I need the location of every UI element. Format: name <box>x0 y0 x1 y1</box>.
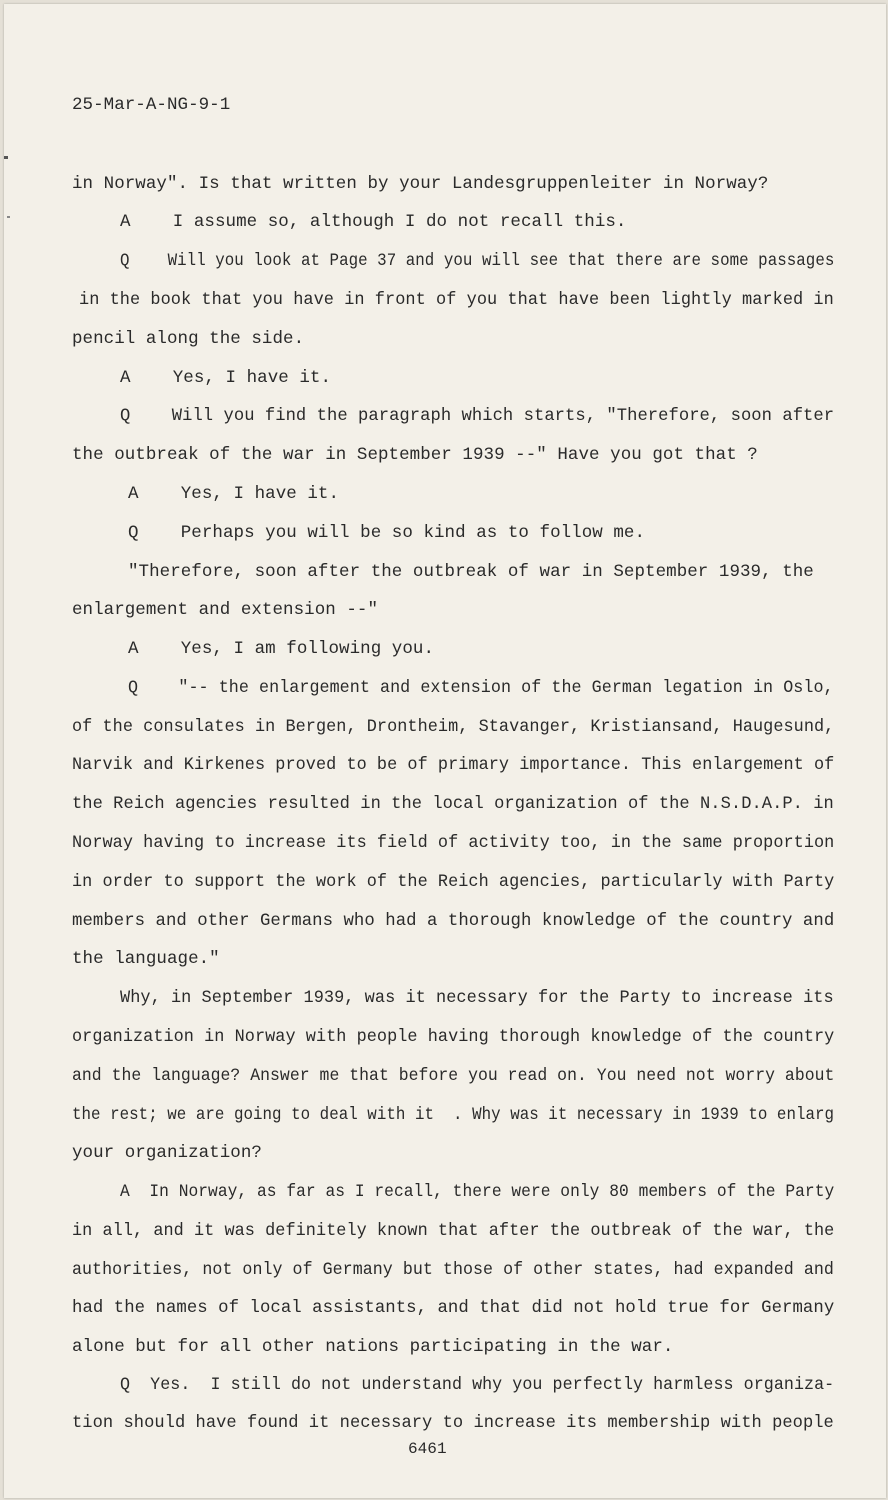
text-line: of the consulates in Bergen, Drontheim, Stavanger, Kristiansand, Haugesund, <box>72 717 835 737</box>
page-number: 6461 <box>408 1440 447 1458</box>
text-line: A I assume so, although I do not recall this. <box>120 212 627 232</box>
text-line: and the language? Answer me that before you read on. You need not worry about <box>72 1066 835 1086</box>
text-line: "Therefore, soon after the outbreak of war in September 1939, the <box>128 562 814 582</box>
text-line: organization in Norway with people having thorough knowledge of the country <box>72 1027 835 1047</box>
text-line: your organization? <box>72 1143 262 1163</box>
text-line: pencil along the side. <box>72 329 305 349</box>
text-line: tion should have found it necessary to increase its membership with people <box>72 1413 834 1433</box>
text-line: the Reich agencies resulted in the local organization of the N.S.D.A.P. in <box>72 794 834 814</box>
text-line: the outbreak of the war in September 1939 --" Have you got that ? <box>72 445 758 465</box>
text-line: Why, in September 1939, was it necessary for the Party to increase its <box>120 988 834 1008</box>
text-line: A Yes, I have it. <box>120 368 332 388</box>
text-line: Q Will you look at Page 37 and you will see that there are some passages <box>120 251 835 271</box>
page-header: 25-Mar-A-NG-9-1 <box>72 95 231 115</box>
text-line: Q Will you find the paragraph which starts, "Therefore, soon after <box>120 406 835 426</box>
text-line: A Yes, I have it. <box>128 484 340 504</box>
document-page <box>4 4 886 1498</box>
text-line: members and other Germans who had a thorough knowledge of the country and <box>72 911 835 931</box>
text-line: Norway having to increase its field of activity too, in the same proportion <box>72 833 835 853</box>
margin-tick-mark <box>7 216 10 218</box>
text-line: in order to support the work of the Reich agencies, particularly with Party <box>72 872 835 892</box>
text-line: authorities, not only of Germany but those of other states, had expanded and <box>72 1260 834 1280</box>
text-line: A Yes, I am following you. <box>128 639 434 659</box>
text-line: the rest; we are going to deal with it . Why was it necessary in 1939 to enlarg <box>72 1105 835 1125</box>
text-line: the language." <box>72 949 220 969</box>
text-line: Q Yes. I still do not understand why you perfectly harmless organiza- <box>120 1375 835 1395</box>
text-line: A In Norway, as far as I recall, there were only 80 members of the Party <box>120 1182 835 1202</box>
text-line: had the names of local assistants, and that did not hold true for Germany <box>72 1298 835 1318</box>
margin-tick-mark <box>4 156 8 159</box>
text-line: Q "-- the enlargement and extension of the German legation in Oslo, <box>128 678 834 698</box>
text-line: alone but for all other nations participating in the war. <box>72 1337 674 1357</box>
text-line: in Norway". Is that written by your Landesgruppenleiter in Norway? <box>72 174 769 194</box>
text-line: Q Perhaps you will be so kind as to follow me. <box>128 523 646 543</box>
text-line: in the book that you have in front of you that have been lightly marked in <box>79 290 834 310</box>
text-line: in all, and it was definitely known that after the outbreak of the war, the <box>72 1221 835 1241</box>
text-line: enlargement and extension --" <box>72 600 378 620</box>
text-line: Narvik and Kirkenes proved to be of primary importance. This enlargement of <box>72 755 835 775</box>
